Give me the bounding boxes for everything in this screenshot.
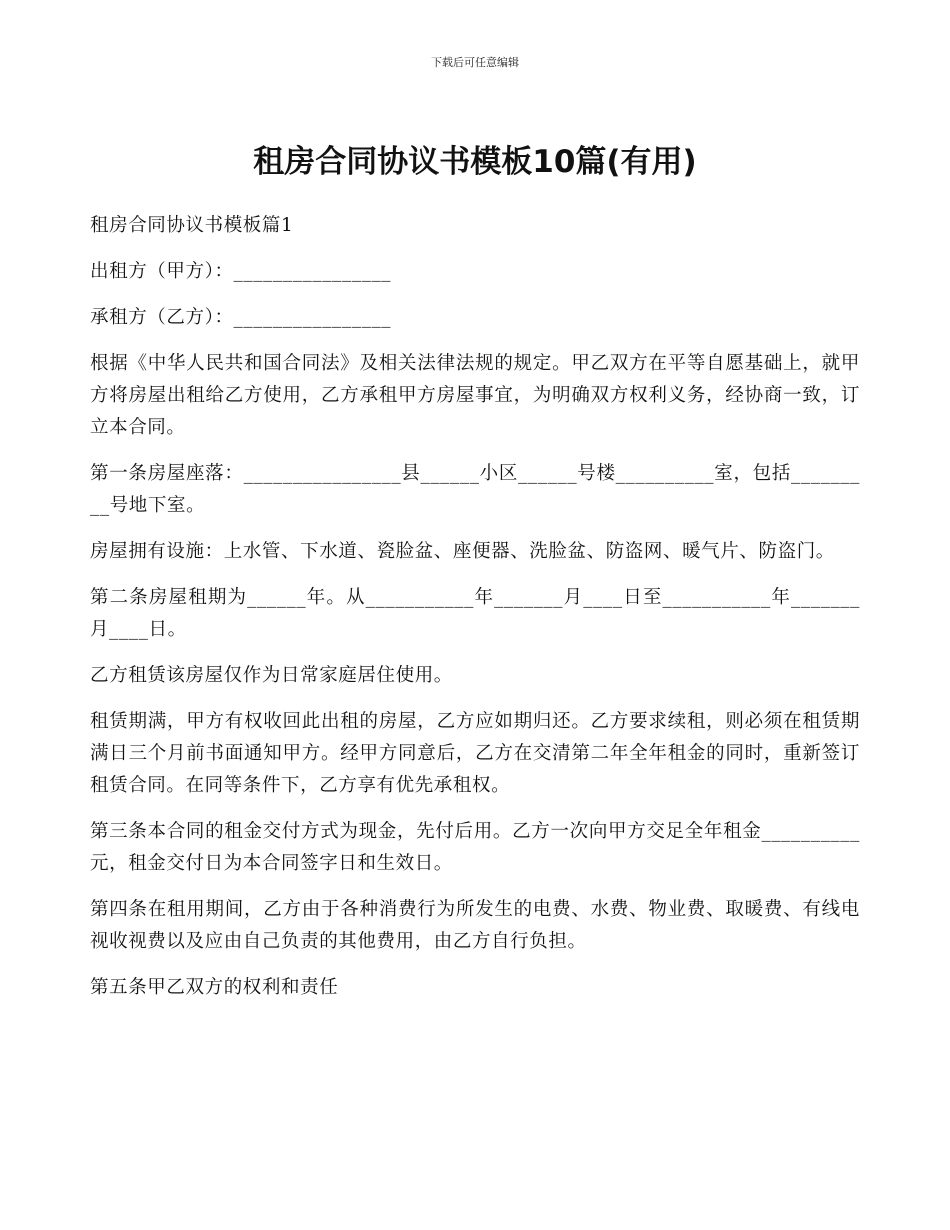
clause-1-location: 第一条房屋座落：________________县______小区______号楼__________室，包括_________号地下室。 — [90, 463, 860, 516]
lessee-line: 承租方（乙方）：________________ — [90, 307, 392, 328]
clause-5-heading: 第五条甲乙双方的权利和责任 — [90, 977, 339, 998]
clause-3-payment: 第三条本合同的租金交付方式为现金，先付后用。乙方一次向甲方交足全年租金__________元，租金交付日为本合同签字日和生效日。 — [90, 821, 860, 874]
facilities-paragraph: 房屋拥有设施：上水管、下水道、瓷脸盆、座便器、洗脸盆、防盗网、暖气片、防盗门。 — [90, 541, 835, 562]
document-title: 租房合同协议书模板10篇(有用) — [253, 144, 697, 180]
download-edit-note: 下载后可任意编辑 — [431, 56, 519, 69]
lessor-line: 出租方（甲方）：________________ — [90, 261, 392, 282]
clause-4-expenses: 第四条在租用期间，乙方由于各种消费行为所发生的电费、水费、物业费、取暖费、有线电视收视费以及应由自己负责的其他费用，由乙方自行负担。 — [90, 899, 860, 952]
section-heading-article-1: 租房合同协议书模板篇1 — [90, 215, 294, 236]
renewal-paragraph: 租赁期满，甲方有权收回此出租的房屋，乙方应如期归还。乙方要求续租，则必须在租赁期满日三个月前书面通知甲方。经甲方同意后，乙方在交清第二年全年租金的同时，重新签订租赁合同。在同等条件下，乙方享有优先承租权。 — [90, 711, 860, 796]
preamble-paragraph: 根据《中华人民共和国合同法》及相关法律法规的规定。甲乙双方在平等自愿基础上，就甲方将房屋出租给乙方使用，乙方承租甲方房屋事宜，为明确双方权利义务，经协商一致，订立本合同。 — [90, 353, 860, 438]
clause-2-term: 第二条房屋租期为______年。从___________年_______月____日至___________年_______月____日。 — [90, 587, 860, 640]
document-body — [90, 210, 860, 1018]
usage-paragraph: 乙方租赁该房屋仅作为日常家庭居住使用。 — [90, 665, 453, 686]
